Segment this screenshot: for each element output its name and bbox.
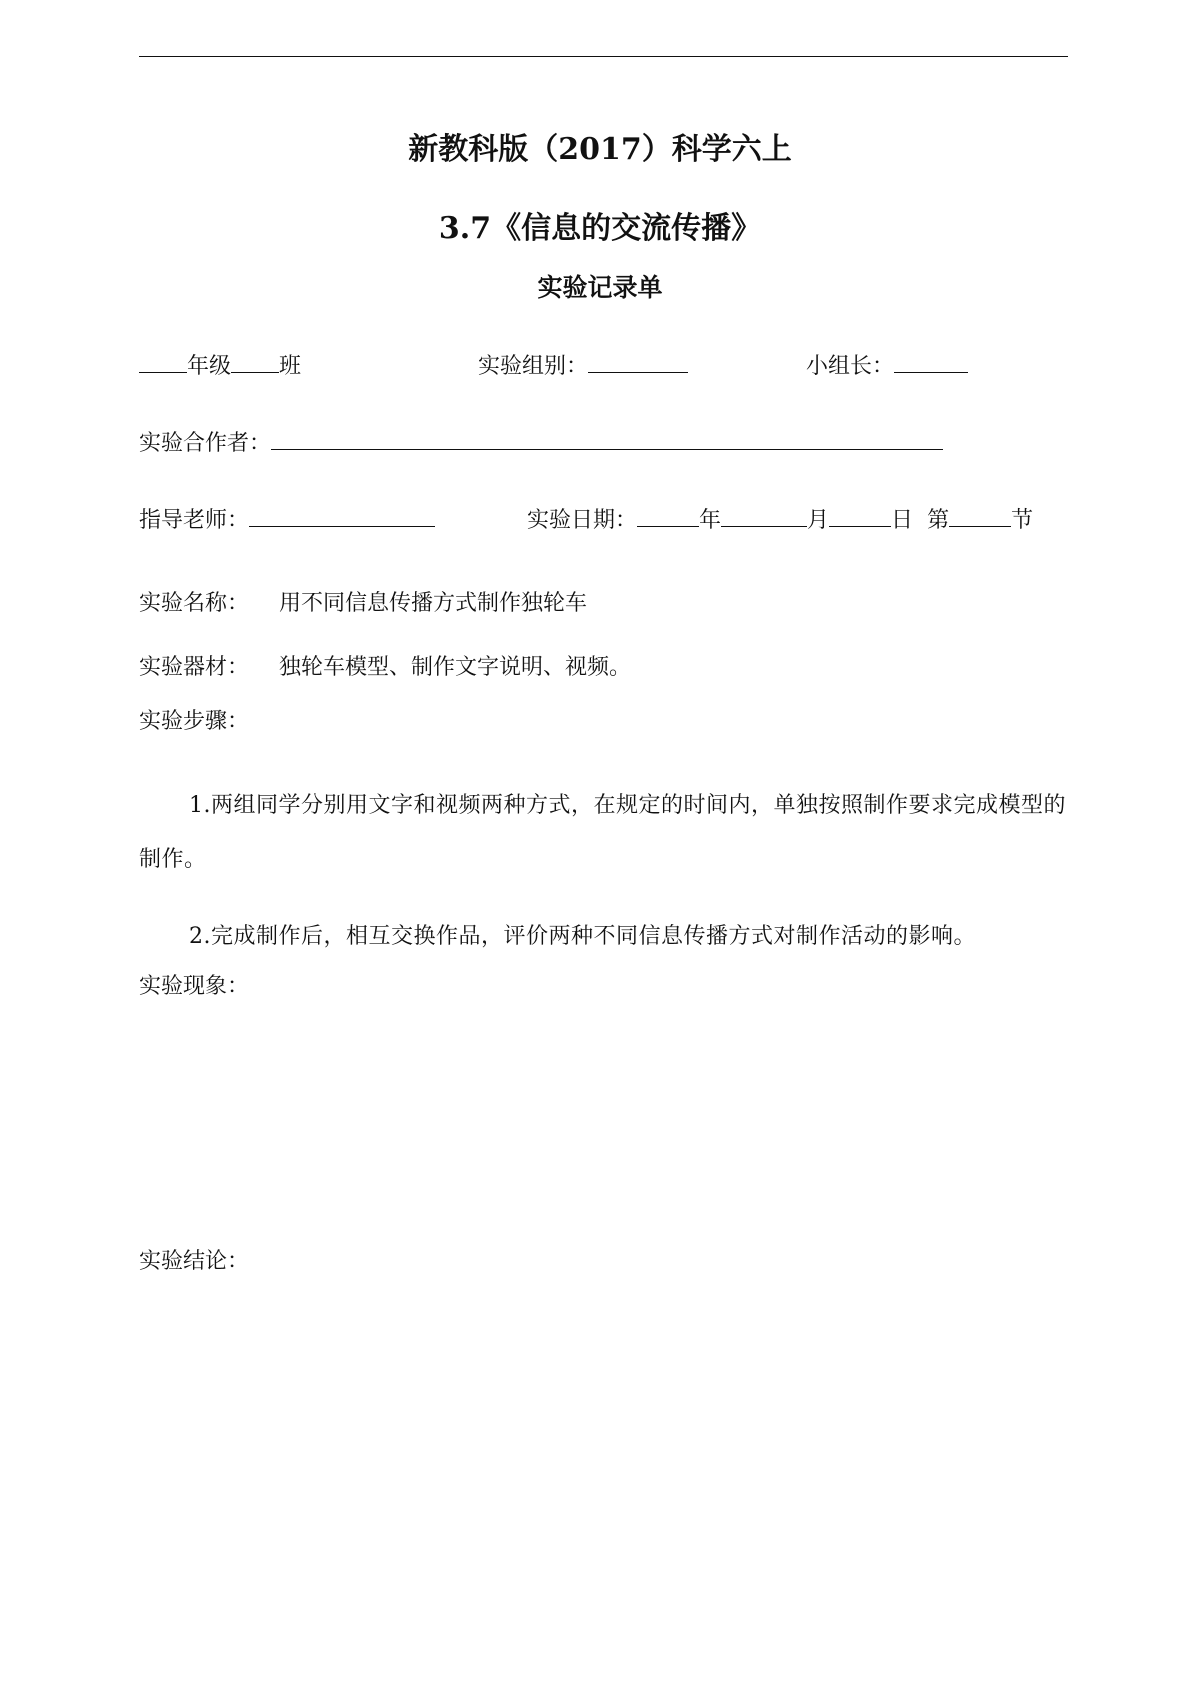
worksheet-title: 实验记录单 xyxy=(537,273,663,302)
steps-label: 实验步骤： xyxy=(139,709,250,734)
partners-row xyxy=(139,429,943,459)
leader-row xyxy=(806,352,968,382)
day-label: 日 xyxy=(891,508,914,533)
period-label: 节 xyxy=(1011,508,1034,533)
grade-class-row xyxy=(139,352,301,382)
grade-blank[interactable] xyxy=(139,352,187,373)
period-blank[interactable] xyxy=(949,506,1011,527)
teacher-row xyxy=(139,506,435,536)
group-row xyxy=(478,352,688,382)
leader-blank[interactable] xyxy=(894,352,968,373)
date-label: 实验日期： xyxy=(527,508,638,533)
materials-value: 独轮车模型、制作文字说明、视频。 xyxy=(279,655,632,680)
period-prefix: 第 xyxy=(927,508,950,533)
teacher-label: 指导老师： xyxy=(139,508,250,533)
day-blank[interactable] xyxy=(829,506,891,527)
partners-blank[interactable] xyxy=(271,429,943,450)
experiment-name-label: 实验名称： xyxy=(139,591,250,616)
year-blank[interactable] xyxy=(637,506,699,527)
step-1: 1.两组同学分别用文字和视频两种方式，在规定的时间内，单独按照制作要求完成模型的制作。 xyxy=(139,793,1066,872)
partners-label: 实验合作者： xyxy=(139,431,272,456)
conclusion-label: 实验结论： xyxy=(139,1249,250,1274)
experiment-name-value: 用不同信息传播方式制作独轮车 xyxy=(279,591,588,616)
document-title: 新教科版（2017）科学六上 xyxy=(408,132,792,167)
class-label: 班 xyxy=(279,354,302,379)
class-blank[interactable] xyxy=(231,352,279,373)
step-2: 2.完成制作后，相互交换作品，评价两种不同信息传播方式对制作活动的影响。 xyxy=(189,924,976,949)
teacher-blank[interactable] xyxy=(249,506,435,527)
grade-label: 年级 xyxy=(187,354,232,379)
month-blank[interactable] xyxy=(721,506,807,527)
header-rule xyxy=(139,56,1068,57)
phenomenon-label: 实验现象： xyxy=(139,974,250,999)
leader-label: 小组长： xyxy=(806,354,895,379)
date-row xyxy=(527,506,1033,536)
lesson-title: 3.7《信息的交流传播》 xyxy=(438,211,762,246)
group-label: 实验组别： xyxy=(478,354,589,379)
year-label: 年 xyxy=(699,508,722,533)
group-blank[interactable] xyxy=(588,352,688,373)
month-label: 月 xyxy=(807,508,830,533)
materials-label: 实验器材： xyxy=(139,655,250,680)
